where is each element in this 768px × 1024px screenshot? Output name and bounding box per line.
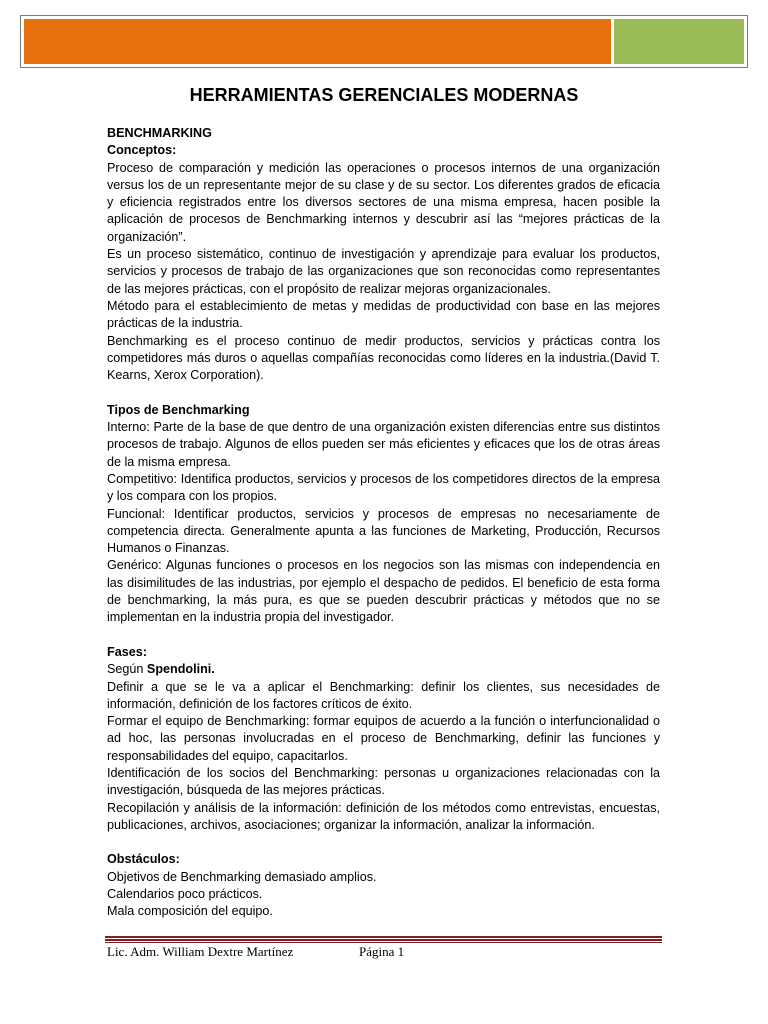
tipos-paragraph: Interno: Parte de la base de que dentro de una organización existen diferencias entre sus distintos procesos de trabajo. Algunos de ellos pueden ser más eficientes y eficaces que los de otras áreas de la misma empresa. (107, 420, 660, 469)
obstaculos-item: Objetivos de Benchmarking demasiado amplios. (107, 869, 377, 884)
fases-paragraph: Recopilación y análisis de la información: definición de los métodos como entrevistas, encuestas, publicaciones, archivos, asociaciones; organizar la información, analizar la información. (107, 800, 660, 832)
header-green-block (614, 19, 744, 64)
conceptos-paragraph: Es un proceso sistemático, continuo de investigación y aprendizaje para evaluar los productos, servicios y procesos de trabajo de las organizaciones que son reconocidas como representantes de las mejores prácticas, con el propósito de realizar mejoras organizacionales. (107, 247, 660, 296)
document-title: HERRAMIENTAS GERENCIALES MODERNAS (189, 85, 579, 105)
fases-paragraph: Identificación de los socios del Benchmarking: personas u organizaciones relacionadas con la investigación, búsqueda de las mejores prácticas. (107, 765, 660, 798)
document-body (107, 125, 660, 921)
tipos-heading: Tipos de Benchmarking (107, 402, 250, 417)
conceptos-paragraph: Método para el establecimiento de metas y medidas de productividad con base en las mejores prácticas de la industria. (107, 298, 660, 331)
footer-rule (105, 936, 662, 943)
section-heading: BENCHMARKING (107, 126, 212, 140)
obstaculos-item: Calendarios poco prácticos. (107, 887, 263, 902)
footer-page-number: Página 1 (359, 944, 405, 959)
fases-paragraph: Definir a que se le va a aplicar el Benchmarking: definir los clientes, sus necesidades de información, definición de los factores críticos de éxito. (107, 679, 660, 711)
tipos-paragraph: Competitivo: Identifica productos, servicios y procesos de los competidores directos de la empresa y los compara con los propios. (107, 471, 660, 504)
conceptos-heading: Conceptos: (107, 143, 177, 158)
header-banner (20, 15, 748, 68)
obstaculos-item: Mala composición del equipo. (107, 904, 273, 919)
fases-source-name: Spendolini. (146, 662, 215, 677)
obstaculos-heading: Obstáculos: (107, 852, 180, 867)
fases-source-prefix: Según (107, 662, 147, 677)
tipos-paragraph: Funcional: Identificar productos, servicios y procesos de empresas no necesariamente de competencia directa. Generalmente apunta a las funciones de Marketing, Producción, Recursos Humanos o Finanzas. (107, 506, 660, 556)
conceptos-paragraph: Proceso de comparación y medición las operaciones o procesos internos de una organización versus los de un representante mejor de su clase y de su sector. Los diferentes grados de eficacia y eficiencia registrados entre los diversos sectores de una misma empresa, hacen posible la aplicación de procesos de Benchmarking internos y descubrir así las “mejores prácticas de la organización”. (107, 160, 660, 244)
conceptos-paragraph: Benchmarking es el proceso continuo de medir productos, servicios y prácticas contra los competidores más duros o aquellas compañías reconocidas como líderes en la industria.(David T. Kearns, Xerox Corporation). (107, 333, 660, 383)
footer-author: Lic. Adm. William Dextre Martínez (107, 944, 294, 959)
fases-paragraph: Formar el equipo de Benchmarking: formar equipos de acuerdo a la función o interfuncionalidad o ad hoc, las personas involucradas en el proceso de Benchmarking, definir las funciones y responsabilidades del equipo, capacitarlos. (107, 714, 660, 763)
header-orange-block (24, 19, 611, 64)
fases-source (107, 661, 660, 678)
fases-heading: Fases: (107, 644, 147, 659)
tipos-paragraph: Genérico: Algunas funciones o procesos en los negocios son las mismas con independencia en las disimilitudes de las industrias, por ejemplo el despacho de pedidos. El beneficio de esta forma de benchmarking, la más pura, es que se pueden descubrir prácticas y métodos que no se implementan en la industria propia del investigador. (107, 558, 660, 625)
